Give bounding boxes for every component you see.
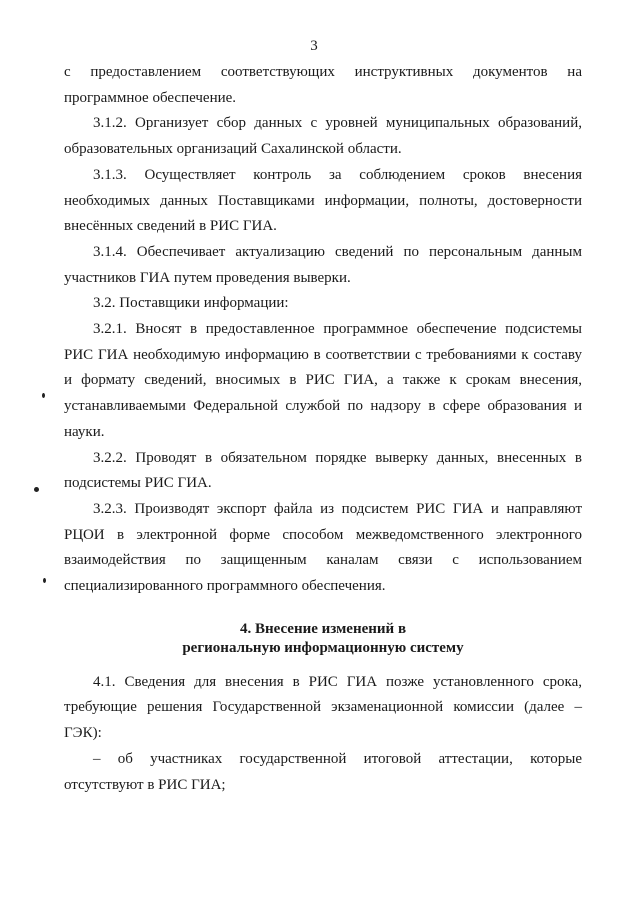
paragraphs-after-heading (64, 670, 582, 799)
paragraph-3-1-2: 3.1.2. Организует сбор данных с уровней муниципальных образований, образовательных организаций Сахалинской области. (64, 115, 582, 158)
paragraph-list-item: – об участниках государственной итоговой аттестации, которые отсутствуют в РИС ГИА; (64, 750, 582, 793)
scan-speck (42, 393, 45, 398)
document-body (64, 60, 582, 798)
paragraphs-before-heading (64, 60, 582, 600)
scan-speck (43, 578, 46, 583)
scan-speck (34, 487, 39, 492)
paragraph-4-1: 4.1. Сведения для внесения в РИС ГИА позже установленного срока, требующие решения Государственной экзаменационной комиссии (далее – ГЭК): (64, 673, 582, 742)
paragraph-3-2-3: 3.2.3. Производят экспорт файла из подсистем РИС ГИА и направляют РЦОИ в электронной форме способом межведомственного электронного взаимодействия по защищенным каналам связи с использованием специализированного программного обеспечения. (64, 500, 582, 595)
paragraph-3-2-2: 3.2.2. Проводят в обязательном порядке выверку данных, внесенных в подсистемы РИС ГИА. (64, 449, 582, 492)
paragraph-3-1-4: 3.1.4. Обеспечивает актуализацию сведений по персональным данным участников ГИА путем проведения выверки. (64, 243, 582, 286)
paragraph-3-2-1: 3.2.1. Вносят в предоставленное программное обеспечение подсистемы РИС ГИА необходимую информацию в соответствии с требованиями к составу и формату сведений, вносимых в РИС ГИА, а также к срокам внесения, устанавливаемыми Федеральной службой по надзору в сфере образования и науки. (64, 321, 582, 440)
section-heading (64, 620, 582, 658)
paragraph-3-1-3: 3.1.3. Осуществляет контроль за соблюдением сроков внесения необходимых данных Поставщиками информации, полноты, достоверности внесённых сведений в РИС ГИА. (64, 166, 582, 235)
paragraph: с предоставлением соответствующих инструктивных документов на программное обеспечение. (64, 64, 582, 106)
section-heading-line-2: региональную информационную систему (182, 639, 464, 656)
paragraph-3-2: 3.2. Поставщики информации: (93, 295, 289, 312)
section-heading-line-1: 4. Внесение изменений в (239, 620, 407, 637)
page-number: 3 (310, 38, 318, 54)
